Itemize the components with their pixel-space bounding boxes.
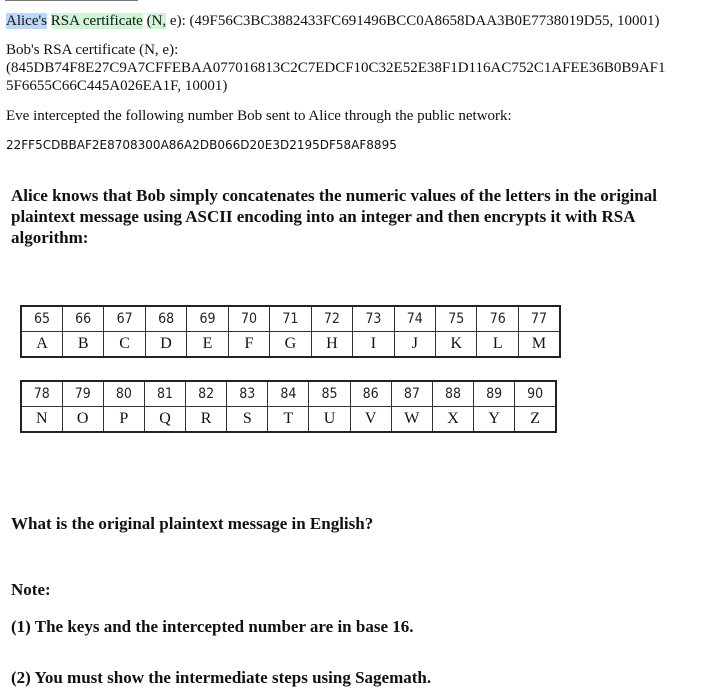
ascii-letter-cell: I (353, 332, 394, 358)
ascii-letter-cell: S (227, 407, 268, 433)
intercepted-number: 22FF5CDBBAF2E8708300A86A2DB066D20E3D2195DF58AF8895 (6, 138, 397, 152)
ascii-letter-cell: P (103, 407, 144, 433)
ascii-code-cell: 82 (186, 381, 227, 407)
intercept-description: Eve intercepted the following number Bob sent to Alice through the public network: (6, 108, 512, 124)
ascii-code-row (21, 381, 556, 407)
ascii-code-cell: 85 (309, 381, 350, 407)
ascii-code-cell: 68 (145, 306, 186, 332)
ascii-code-cell: 86 (350, 381, 391, 407)
ascii-letter-cell: K (436, 332, 477, 358)
ascii-letter-row (21, 332, 560, 358)
ascii-table-a-m (20, 305, 561, 358)
ascii-code-cell: 66 (62, 306, 103, 332)
n-label-highlight[interactable]: (N, (146, 13, 167, 29)
alice-knows-line3: algorithm: (11, 228, 89, 247)
ascii-code-cell: 81 (144, 381, 185, 407)
ascii-code-cell: 83 (227, 381, 268, 407)
ascii-letter-cell: Y (474, 407, 515, 433)
ascii-code-row (21, 306, 560, 332)
ascii-letter-cell: R (186, 407, 227, 433)
ascii-table-n-z (20, 380, 557, 433)
ascii-code-cell: 69 (187, 306, 228, 332)
top-rule (5, 0, 138, 1)
ascii-letter-cell: U (309, 407, 350, 433)
ascii-code-cell: 90 (515, 381, 556, 407)
ascii-letter-cell: N (21, 407, 62, 433)
alice-knows-line2: plaintext message using ASCII encoding into an integer and then encrypts it with RSA (11, 207, 636, 226)
ascii-code-cell: 74 (394, 306, 435, 332)
bob-certificate-modulus-line2: 5F6655C66C445A026EA1F, 10001) (6, 78, 228, 94)
ascii-letter-cell: E (187, 332, 228, 358)
alice-certificate-line (6, 12, 660, 30)
ascii-letter-cell: V (350, 407, 391, 433)
note-item-1: (1) The keys and the intercepted number are in base 16. (11, 617, 414, 636)
ascii-code-cell: 88 (432, 381, 473, 407)
ascii-letter-row (21, 407, 556, 433)
ascii-code-cell: 65 (21, 306, 62, 332)
ascii-code-cell: 71 (270, 306, 311, 332)
ascii-code-cell: 78 (21, 381, 62, 407)
ascii-letter-cell: T (268, 407, 309, 433)
ascii-letter-cell: H (311, 332, 352, 358)
alice-label-highlight[interactable]: Alice's (6, 13, 48, 29)
ascii-letter-cell: D (145, 332, 186, 358)
ascii-letter-cell: M (518, 332, 560, 358)
ascii-letter-cell: Z (515, 407, 556, 433)
bob-certificate-modulus-line1: (845DB74F8E27C9A7CFFEBAA077016813C2C7EDCF10C32E52E38F1D116AC752C1AFEE36B0B9AF1 (6, 60, 666, 76)
question-text: What is the original plaintext message in English? (11, 514, 374, 533)
ascii-code-cell: 76 (477, 306, 518, 332)
ascii-letter-cell: B (62, 332, 103, 358)
ascii-code-cell: 67 (104, 306, 145, 332)
ascii-code-cell: 84 (268, 381, 309, 407)
bob-certificate-label: Bob's RSA certificate (N, e): (6, 42, 179, 58)
ascii-letter-cell: Q (144, 407, 185, 433)
alice-knows-line1: Alice knows that Bob simply concatenates the numeric values of the letters in the original (11, 186, 657, 205)
ascii-letter-cell: X (432, 407, 473, 433)
ascii-code-cell: 87 (391, 381, 432, 407)
ascii-code-cell: 72 (311, 306, 352, 332)
rsa-certificate-highlight[interactable]: RSA certificate (50, 13, 143, 29)
ascii-code-cell: 79 (62, 381, 103, 407)
ascii-letter-cell: A (21, 332, 62, 358)
note-heading: Note: (11, 580, 51, 599)
ascii-letter-cell: G (270, 332, 311, 358)
ascii-letter-cell: O (62, 407, 103, 433)
ascii-code-cell: 73 (353, 306, 394, 332)
ascii-letter-cell: J (394, 332, 435, 358)
ascii-letter-cell: L (477, 332, 518, 358)
ascii-code-cell: 77 (518, 306, 560, 332)
ascii-letter-cell: C (104, 332, 145, 358)
ascii-code-cell: 89 (474, 381, 515, 407)
ascii-letter-cell: W (391, 407, 432, 433)
ascii-code-cell: 75 (436, 306, 477, 332)
alice-certificate-value: e): (49F56C3BC3882433FC691496BCC0A8658DAA3B0E7738019D55, 10001) (169, 13, 660, 29)
ascii-code-cell: 70 (228, 306, 269, 332)
ascii-code-cell: 80 (103, 381, 144, 407)
ascii-letter-cell: F (228, 332, 269, 358)
note-item-2: (2) You must show the intermediate steps using Sagemath. (11, 668, 432, 687)
